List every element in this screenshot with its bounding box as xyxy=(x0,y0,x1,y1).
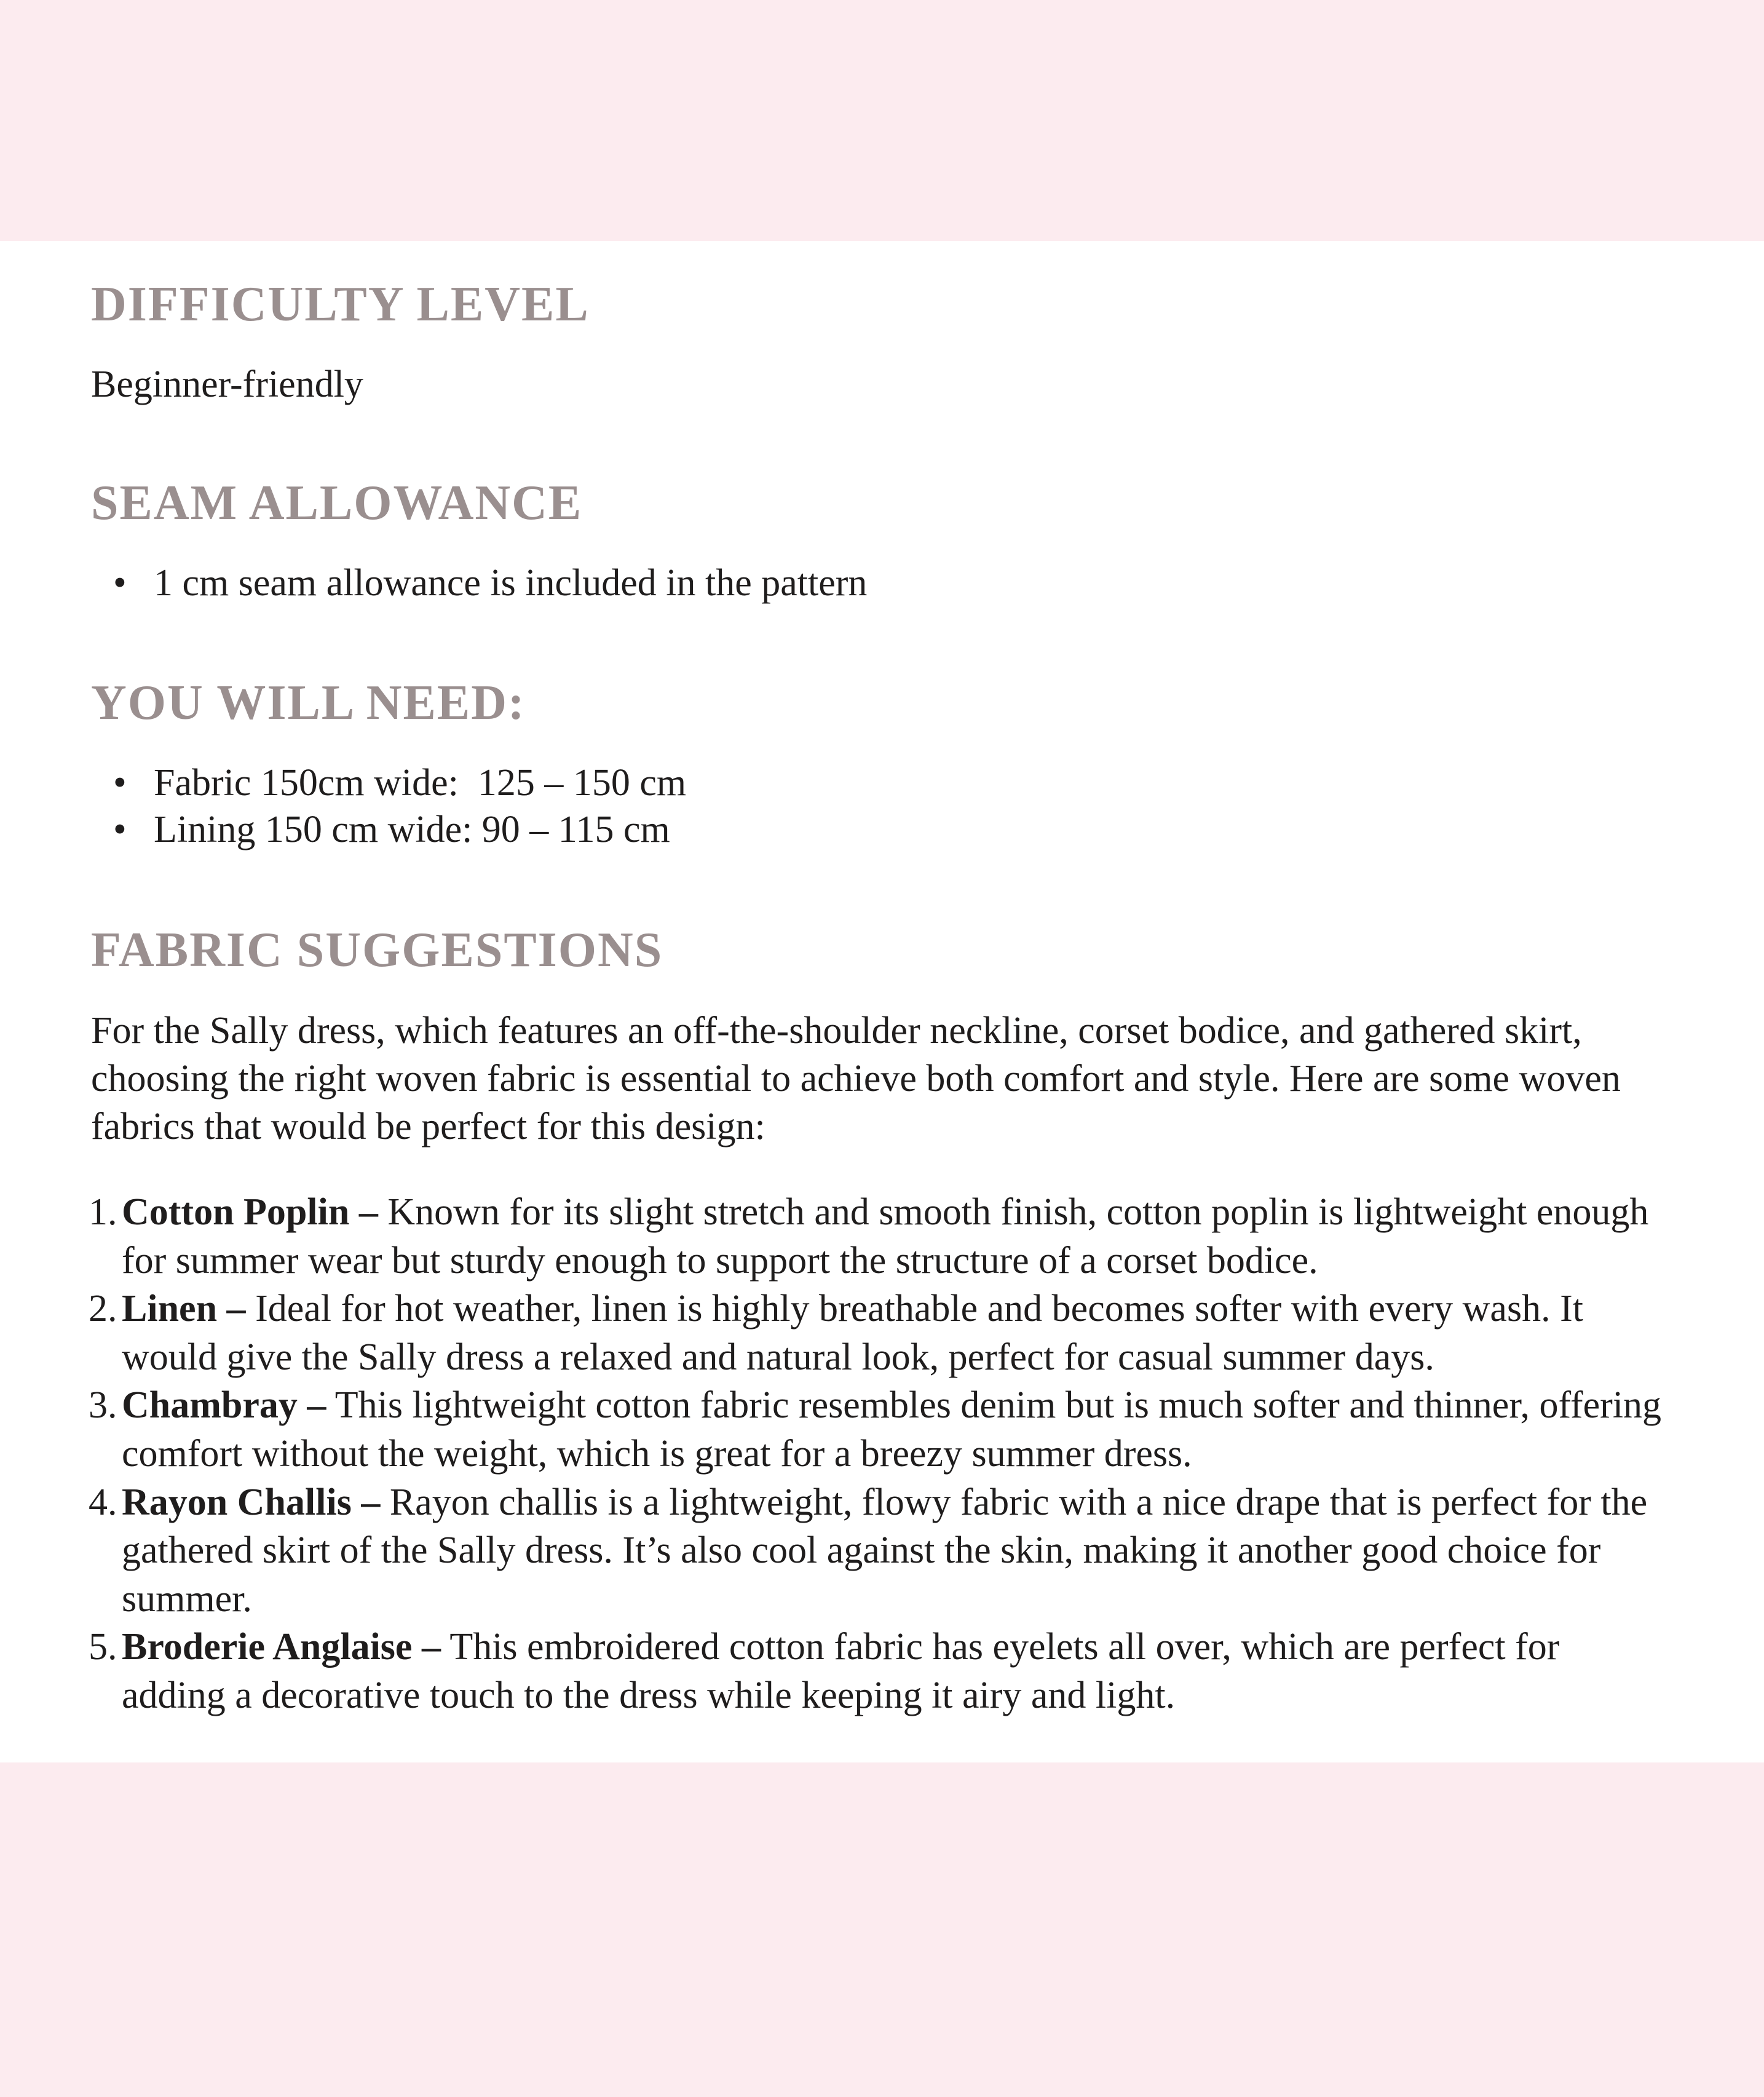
fabric-desc: This embroidered cotton fabric has eyelets all over, which are perfect for adding a decorative touch to the dress while keeping it airy and light. xyxy=(122,1626,1560,1716)
list-item xyxy=(91,1623,1665,1719)
bullet-icon: • xyxy=(113,809,127,850)
list-number: 5. xyxy=(89,1626,117,1668)
fabric-heading: FABRIC SUGGESTIONS xyxy=(91,923,663,977)
difficulty-text: Beginner-friendly xyxy=(91,363,363,405)
fabric-term: Chambray – xyxy=(122,1384,326,1427)
list-item xyxy=(91,1188,1665,1285)
list-item xyxy=(91,1478,1665,1623)
bullet-icon: • xyxy=(113,562,127,604)
seam-item-text: 1 cm seam allowance is included in the pattern xyxy=(154,562,868,604)
list-item xyxy=(91,560,867,606)
need-heading: YOU WILL NEED: xyxy=(91,676,526,730)
list-number: 3. xyxy=(89,1384,117,1427)
list-item xyxy=(91,1381,1665,1478)
seam-heading: SEAM ALLOWANCE xyxy=(91,476,583,530)
fabric-term: Rayon Challis – xyxy=(122,1481,381,1523)
need-item-text: Lining 150 cm wide: 90 – 115 cm xyxy=(154,809,670,850)
fabric-desc: This lightweight cotton fabric resembles denim but is much softer and thinner, offering comfort without the weight, which is great for a breezy summer dress. xyxy=(122,1384,1662,1475)
fabric-desc: Known for its slight stretch and smooth finish, cotton poplin is lightweight enough for summer wear but sturdy enough to support the structure of a corset bodice. xyxy=(122,1191,1649,1282)
fabric-term: Cotton Poplin – xyxy=(122,1191,378,1233)
fabric-desc: Ideal for hot weather, linen is highly breathable and becomes softer with every wash. It would give the Sally dress a relaxed and natural look, perfect for casual summer days. xyxy=(122,1288,1583,1378)
top-pink-band xyxy=(0,0,1764,241)
list-number: 2. xyxy=(89,1288,117,1330)
fabric-intro: For the Sally dress, which features an off-the-shoulder neckline, corset bodice, and gathered skirt, choosing the right woven fabric is essential to achieve both comfort and style. Here are some woven fabrics that would be perfect for this design: xyxy=(91,1010,1621,1148)
difficulty-heading: DIFFICULTY LEVEL xyxy=(91,277,590,331)
bullet-icon: • xyxy=(113,762,127,804)
list-number: 1. xyxy=(89,1191,117,1233)
fabric-term: Broderie Anglaise – xyxy=(122,1626,441,1668)
list-item xyxy=(91,806,686,853)
seam-list xyxy=(91,560,867,606)
list-number: 4. xyxy=(89,1481,117,1523)
content-panel xyxy=(0,241,1764,1762)
fabric-list xyxy=(91,1188,1665,1720)
fabric-desc: Rayon challis is a lightweight, flowy fabric with a nice drape that is perfect for the gathered skirt of the Sally dress. It’s also cool against the skin, making it another good choice for summer. xyxy=(122,1481,1648,1620)
list-item xyxy=(91,759,686,806)
need-item-text: Fabric 150cm wide: 125 – 150 cm xyxy=(154,762,687,804)
list-item xyxy=(91,1285,1665,1381)
fabric-term: Linen – xyxy=(122,1288,246,1330)
need-list xyxy=(91,759,686,853)
bottom-pink-band xyxy=(0,1762,1764,2097)
